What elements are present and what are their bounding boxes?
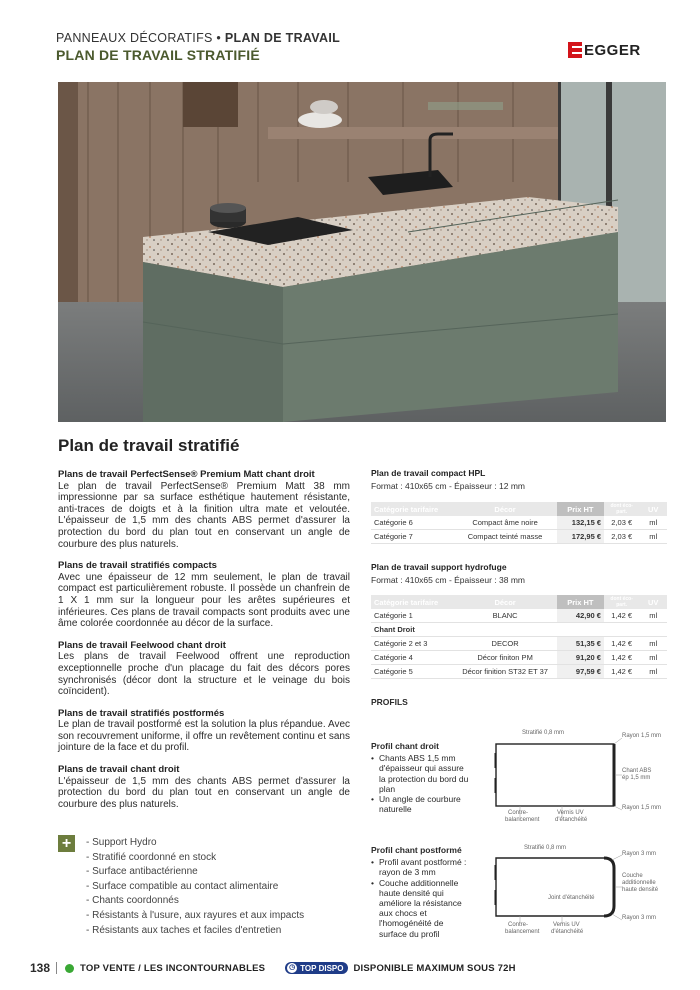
cell-eco: 1,42 € [604,651,639,665]
kitchen-photo [58,82,666,422]
cell-decor [453,623,556,637]
cell-prix: 51,35 € [557,637,604,651]
cell-eco: 2,03 € [604,516,639,530]
profil-droit-block [371,741,471,814]
cell-prix: 97,59 € [557,665,604,679]
cell-eco [604,623,639,637]
compact-price-table [371,502,667,544]
cell-eco: 1,42 € [604,665,639,679]
cell-decor: Décor finition ST32 ET 37 [453,665,556,679]
cell-cat: Chant Droit [371,623,453,637]
cell-uv [639,623,667,637]
section-text: Le plan de travail PerfectSense® Premium Matt 38 mm impressionne par sa surface esthétique hautement résistante, anti-traces de doigts et à la finition ultra mate et veloutée. L'épaisseur de 1,5 mm des chants ABS permet d'assurer la protection du bord du plan tout en conservant un angle de courbure des plus naturels. [58,480,350,550]
col-header-cat: Catégorie tarifaire [371,502,453,516]
table-row [371,651,667,665]
cell-eco: 2,03 € [604,530,639,544]
breadcrumb-current: PLAN DE TRAVAIL [224,31,341,45]
table-subheader-row [371,623,667,637]
label-etancheite: d'étanchéité [551,929,584,935]
profil-postforme-title: Profil chant postformé [371,845,462,855]
label-vernis: Vernis UV [557,810,584,816]
col-header-decor: Décor [453,502,556,516]
profil-postforme-list [371,857,471,939]
cell-uv: ml [639,530,667,544]
label-balancement: balancement [505,817,540,823]
page-footer [30,961,516,975]
breadcrumb [56,31,340,45]
cell-decor: Compact âme noire [453,516,556,530]
col-header-uv: UV [639,502,667,516]
egger-logo [568,42,641,58]
benefit-item: - Chants coordonnés [86,895,179,907]
label-stratifie: Stratifié 0,8 mm [524,845,567,851]
profil-droit-list [371,753,471,814]
benefit-item: - Surface antibactérienne [86,866,198,878]
cell-cat: Catégorie 1 [371,609,453,623]
availability-label: DISPONIBLE MAXIMUM SOUS 72H [353,962,516,974]
cell-prix [557,623,604,637]
compact-title: Plan de travail compact HPL [371,468,486,478]
profils-heading: PROFILS [371,697,408,707]
label-joint: Joint d'étanchéité [548,895,595,901]
label-rayon: Rayon 3 mm [622,851,657,857]
col-header-decor: Décor [453,595,556,609]
label-rayon: Rayon 1,5 mm [622,733,662,739]
benefit-item: - Résistants aux taches et faciles d'entretien [86,924,282,936]
table-header-row [371,502,667,516]
table-row [371,609,667,623]
compact-block [371,468,667,491]
cell-prix: 91,20 € [557,651,604,665]
plus-icon: + [58,835,75,852]
table-row [371,516,667,530]
clock-icon: ◷ [289,964,296,971]
section-text: Le plan de travail postformé est la solution la plus répandue. Avec son recouvrement uniforme, il offre un revêtement continu et sans jointure de la face et du profil. [58,719,350,754]
top-dispo-badge [285,962,348,974]
col-header-uv: UV [639,595,667,609]
profil-feature: • Profil avant postformé : rayon de 3 mm [379,857,471,877]
egger-e-icon [568,42,582,58]
label-haute-densite: haute densité [622,887,659,893]
breadcrumb-category: PANNEAUX DÉCORATIFS [56,31,213,45]
cell-cat: Catégorie 2 et 3 [371,637,453,651]
page-header [56,31,340,63]
cell-uv: ml [639,651,667,665]
cell-cat: Catégorie 6 [371,516,453,530]
benefit-item: - Surface compatible au contact alimentaire [86,880,279,892]
cell-uv: ml [639,665,667,679]
section-text: Les plans de travail Feelwood offrent une reproduction exceptionnelle proche d'un placage du fait des décors pores synchronisés (décor dont la structure et le veinage du bois coïncident). [58,651,350,698]
cell-decor: BLANC [453,609,556,623]
cell-uv: ml [639,516,667,530]
brand-name: EGGER [584,41,641,59]
profil-postforme-block [371,845,471,939]
col-header-prix: Prix HT [557,595,604,609]
breadcrumb-separator: • [212,31,225,45]
description-column [58,469,350,820]
bestseller-label: TOP VENTE / LES INCONTOURNABLES [80,962,266,974]
cell-uv: ml [639,609,667,623]
hydro-price-table [371,595,667,679]
hydro-title: Plan de travail support hydrofuge [371,562,507,572]
hydro-block [371,562,667,585]
cell-decor: Décor finiton PM [453,651,556,665]
profil-feature: • Couche additionnelle haute densité qui améliore la résistance aux chocs et l'homogénéité de surface du profil [379,878,471,939]
table-header-row [371,595,667,609]
section-heading: Plans de travail Feelwood chant droit [58,639,226,651]
label-additionnelle: additionnelle [622,880,656,886]
cell-cat: Catégorie 5 [371,665,453,679]
top-dispo-label: TOP DISPO [300,963,344,973]
label-rayon: Rayon 1,5 mm [622,805,662,811]
section-heading: Plans de travail chant droit [58,764,180,776]
label-contre: Contre- [508,922,529,928]
hydro-format: Format : 410x65 cm - Épaisseur : 38 mm [371,575,525,585]
section-title: Plan de travail stratifié [58,436,240,455]
label-contre: Contre- [508,810,529,816]
table-row [371,530,667,544]
page-number: 138 [30,961,51,975]
section-heading: Plans de travail stratifiés postformés [58,707,225,719]
profil-feature: • Chants ABS 1,5 mm d'épaisseur qui assure la protection du bord du plan [379,753,471,794]
cell-uv: ml [639,637,667,651]
label-couche: Couche [622,873,643,879]
benefit-item: - Support Hydro [86,837,157,848]
cell-cat: Catégorie 4 [371,651,453,665]
col-header-eco: dont éco-part. [604,502,639,516]
footer-divider [56,962,57,974]
benefit-item: - Stratifié coordonné en stock [86,851,217,863]
section-heading: Plans de travail PerfectSense® Premium Matt chant droit [58,469,315,480]
table-row [371,665,667,679]
cell-cat: Catégorie 7 [371,530,453,544]
compact-format: Format : 410x65 cm - Épaisseur : 12 mm [371,481,525,491]
section-heading: Plans de travail stratifiés compacts [58,560,217,572]
col-header-cat: Catégorie tarifaire [371,595,453,609]
label-chant: Chant ABS [622,768,652,774]
cell-decor: Compact teinté masse [453,530,556,544]
cell-eco: 1,42 € [604,609,639,623]
cell-decor: DECOR [453,637,556,651]
label-etancheite: d'étanchéité [555,817,588,823]
benefits-list [86,836,304,938]
page-title: PLAN DE TRAVAIL STRATIFIÉ [56,47,260,63]
col-header-prix: Prix HT [557,502,604,516]
label-rayon: Rayon 3 mm [622,915,657,921]
benefit-item: - Résistants à l'usure, aux rayures et aux impacts [86,909,305,921]
profil-droit-title: Profil chant droit [371,741,439,751]
cell-prix: 132,15 € [557,516,604,530]
section-text: L'épaisseur de 1,5 mm des chants ABS permet d'assurer la protection du bord du plan tout en conservant un angle de courbure des plus naturels. [58,775,350,810]
label-balancement: balancement [505,929,540,935]
label-vernis: Vernis UV [553,922,580,928]
label-stratifie: Stratifié 0,8 mm [522,730,565,736]
cell-eco: 1,42 € [604,637,639,651]
profil-feature: • Un angle de courbure naturelle [379,794,471,814]
label-chant-ep: ép 1,5 mm [622,775,651,781]
cell-prix: 172,95 € [557,530,604,544]
section-text: Avec une épaisseur de 12 mm seulement, le plan de travail compact est particulièrement robuste. Il possède un chanfrein de 1 X 1 mm sur la longueur pour les arêtes supérieures et inférieures. Ces plans de travail compacts sont produits avec une âme colorée coordonnée au décor de la surface. [58,571,350,630]
table-row [371,637,667,651]
green-dot-icon [65,964,74,973]
cell-prix: 42,90 € [557,609,604,623]
col-header-eco: dont éco-part. [604,595,639,609]
